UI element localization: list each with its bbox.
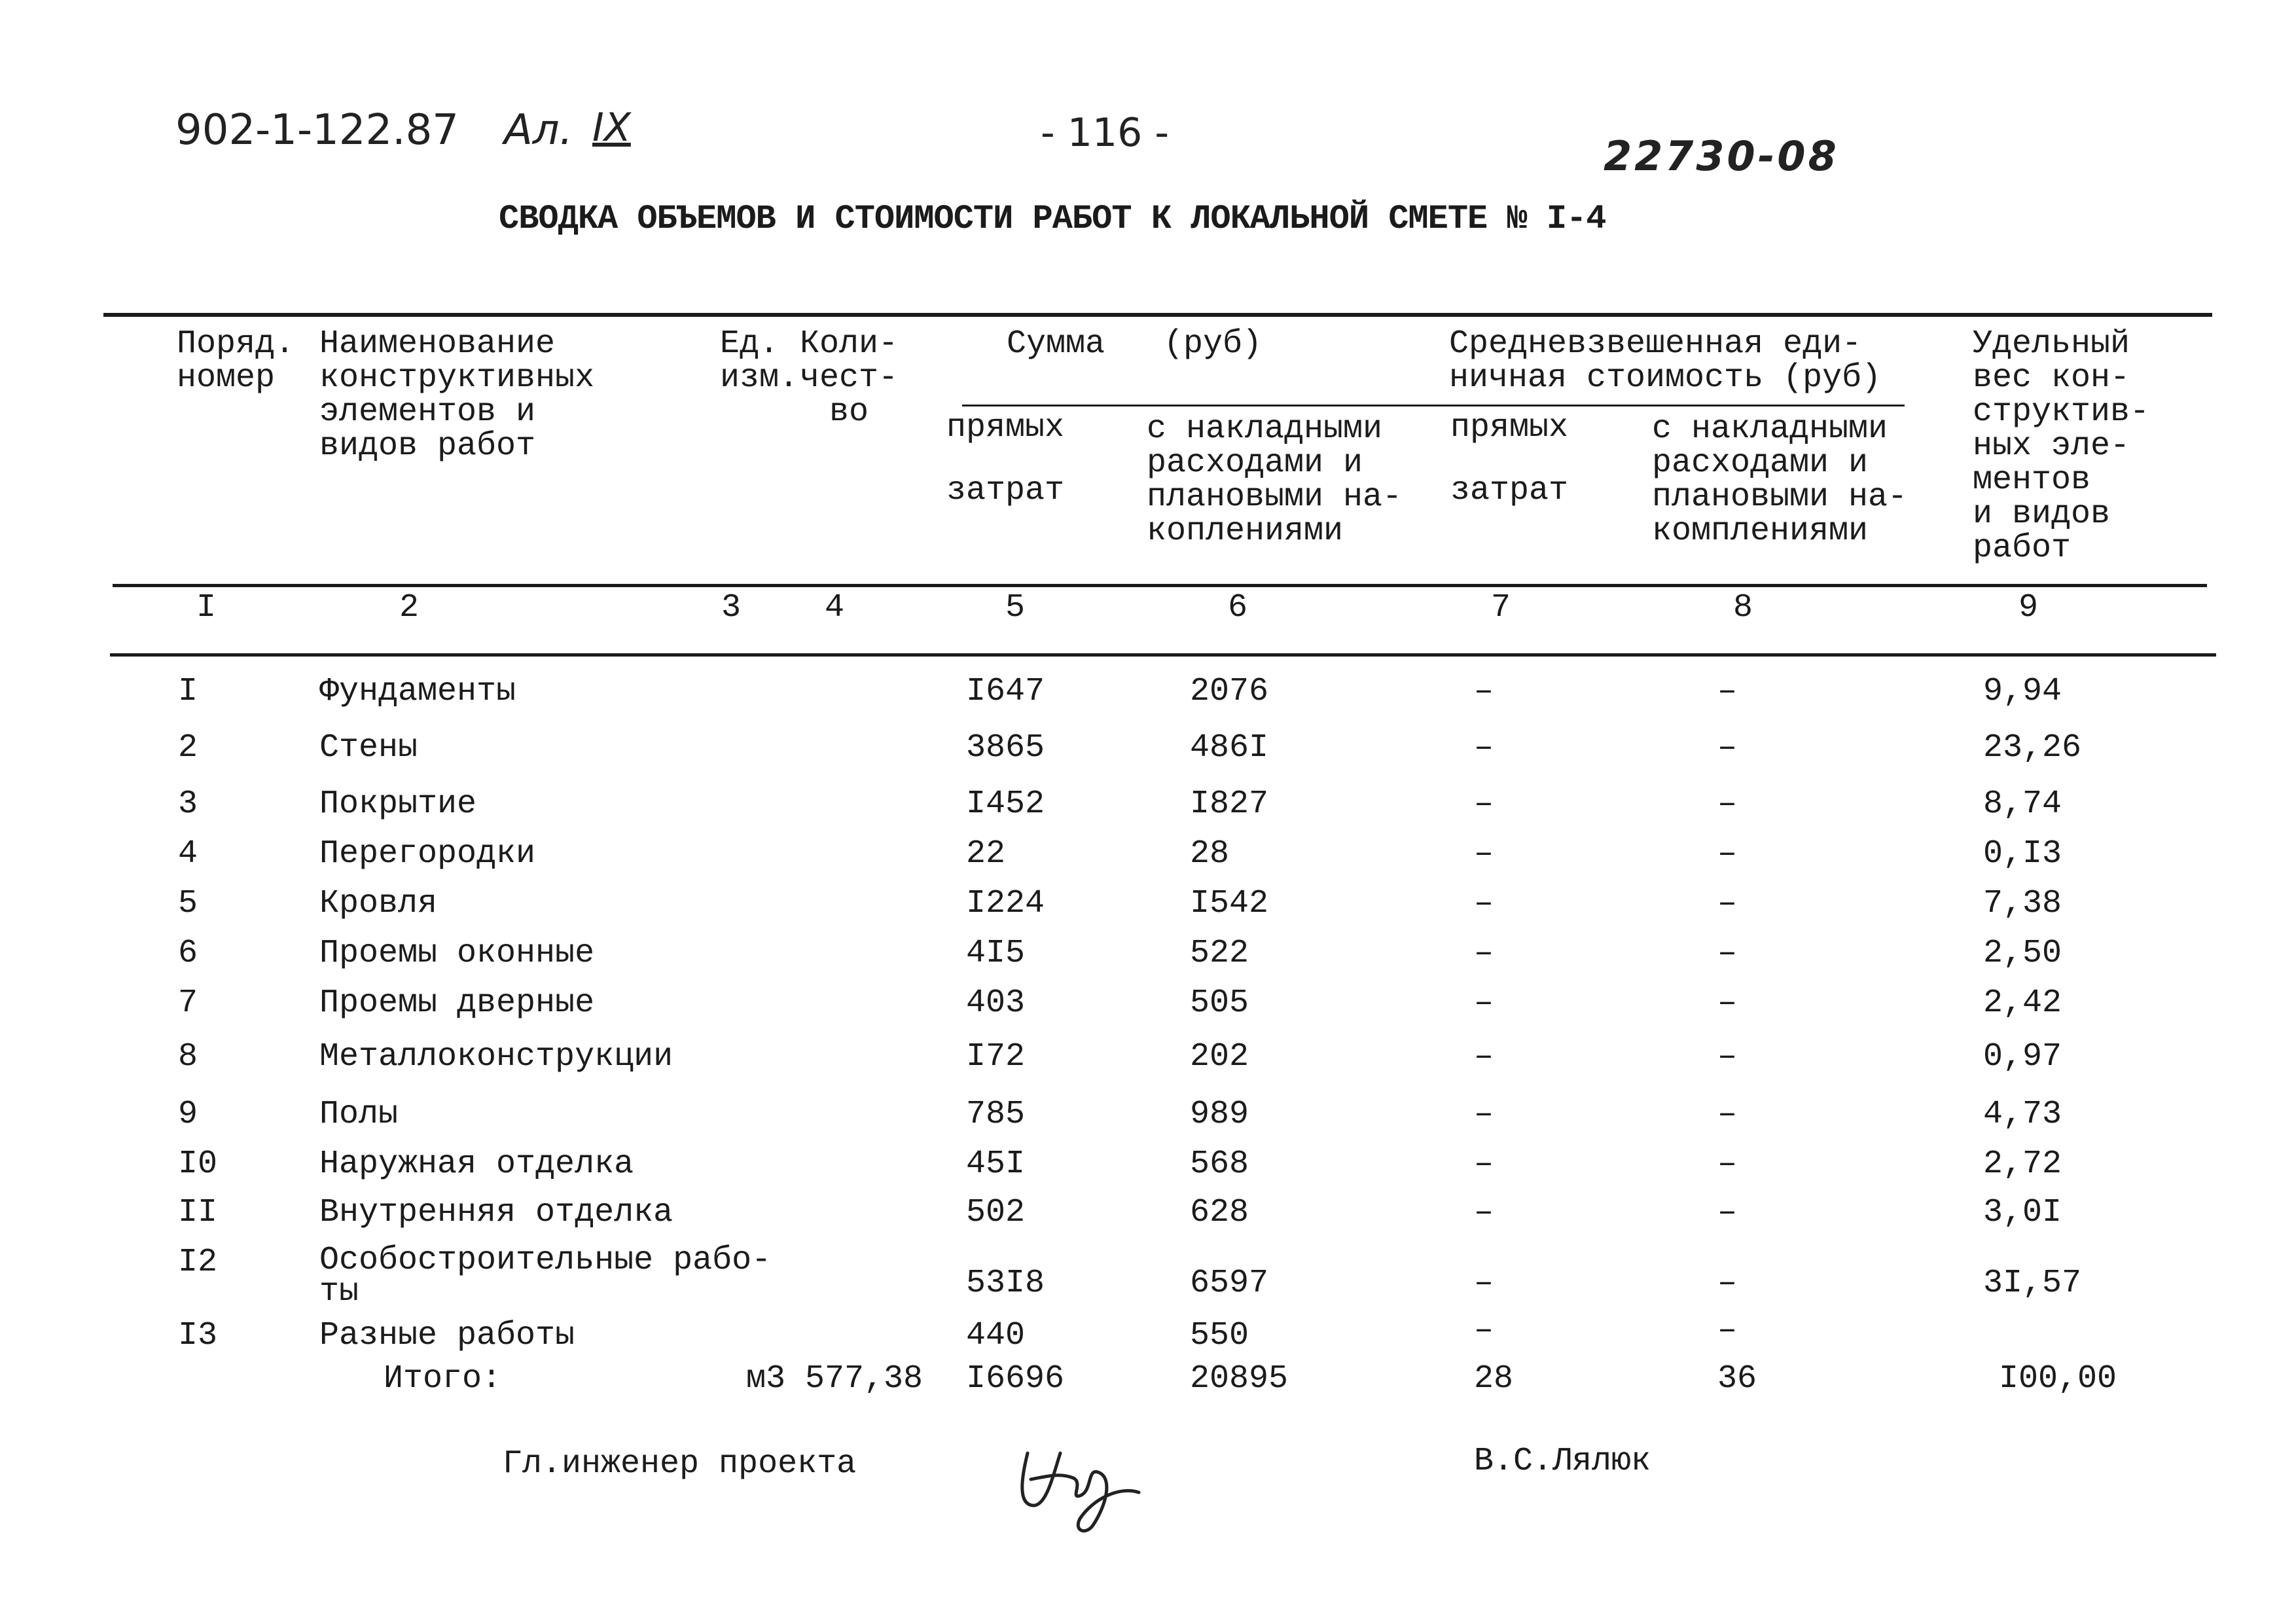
share-percent: 7,38 xyxy=(1983,885,2062,922)
sum-group-rule xyxy=(962,405,1905,406)
direct-cost: I72 xyxy=(966,1038,1026,1075)
header-avg-direct: прямых затрат xyxy=(1450,409,1569,509)
header-row-number: Поряд. номер xyxy=(177,325,295,397)
header-with-overhead: с накладными расходами и плановыми на- коплениями xyxy=(1147,410,1403,550)
avg-direct-cost: – xyxy=(1474,984,1494,1022)
total-avg-overhead: 36 xyxy=(1717,1360,1757,1398)
share-percent: 9,94 xyxy=(1983,673,2062,710)
table-top-rule xyxy=(103,313,2212,317)
overhead-cost: 486I xyxy=(1190,729,1269,767)
overhead-cost: I542 xyxy=(1190,885,1269,922)
direct-cost: 785 xyxy=(966,1096,1026,1133)
avg-overhead-cost: – xyxy=(1717,835,1738,873)
avg-direct-cost: – xyxy=(1474,1265,1494,1302)
element-name: Внутренняя отделка xyxy=(319,1194,673,1231)
column-number: 6 xyxy=(1228,589,1248,626)
row-number: I0 xyxy=(178,1146,218,1183)
header-quantity: Коли- чест- во xyxy=(800,325,899,431)
direct-cost: 3865 xyxy=(966,729,1045,767)
header-unit: Ед. изм. xyxy=(720,325,799,397)
direct-cost: 22 xyxy=(966,835,1006,873)
column-numbers-rule xyxy=(110,653,2216,657)
overhead-cost: 628 xyxy=(1190,1194,1249,1231)
share-percent: 0,I3 xyxy=(1983,835,2062,873)
element-name: Металлоконструкции xyxy=(319,1038,673,1075)
direct-cost: I647 xyxy=(966,673,1045,710)
avg-overhead-cost: – xyxy=(1717,1146,1738,1183)
element-name: Фундаменты xyxy=(319,673,516,710)
signature-mark xyxy=(1008,1427,1152,1545)
document-code: 902-1-122.87 xyxy=(175,106,459,154)
direct-cost: 53I8 xyxy=(966,1265,1045,1302)
avg-overhead-cost: – xyxy=(1717,1194,1738,1231)
overhead-cost: 568 xyxy=(1190,1146,1249,1183)
avg-overhead-cost: – xyxy=(1717,785,1738,823)
header-direct-costs: прямых затрат xyxy=(946,409,1065,509)
row-number: 2 xyxy=(178,729,198,767)
direct-cost: 4I5 xyxy=(966,935,1026,972)
overhead-cost: 522 xyxy=(1190,935,1249,972)
overhead-cost: 989 xyxy=(1190,1096,1249,1133)
column-number: 7 xyxy=(1491,589,1511,626)
row-number: 7 xyxy=(178,984,198,1022)
row-number: 9 xyxy=(178,1096,198,1133)
row-number: 6 xyxy=(178,935,198,972)
avg-direct-cost: – xyxy=(1474,729,1494,767)
overhead-cost: I827 xyxy=(1190,785,1269,823)
avg-direct-cost: – xyxy=(1474,1096,1494,1133)
total-share: I00,00 xyxy=(1999,1360,2117,1398)
share-percent: 3,0I xyxy=(1983,1194,2062,1231)
overhead-cost: 2076 xyxy=(1190,673,1269,710)
avg-overhead-cost: – xyxy=(1717,1312,1738,1349)
overhead-cost: 505 xyxy=(1190,984,1249,1022)
element-name: Кровля xyxy=(319,885,438,922)
column-number: 9 xyxy=(2018,589,2039,626)
element-name: Полы xyxy=(319,1096,399,1133)
total-direct-cost: I6696 xyxy=(966,1360,1065,1398)
signatory-position: Гл.инженер проекта xyxy=(503,1445,857,1483)
element-name: Стены xyxy=(319,729,418,767)
share-percent: 2,50 xyxy=(1983,935,2062,972)
overhead-cost: 28 xyxy=(1190,835,1230,873)
row-number: 8 xyxy=(178,1038,198,1075)
avg-direct-cost: – xyxy=(1474,785,1494,823)
avg-overhead-cost: – xyxy=(1717,729,1738,767)
element-name: Проемы оконные xyxy=(319,935,595,972)
direct-cost: I224 xyxy=(966,885,1045,922)
header-avg-overhead: с накладными расходами и плановыми на- комплениями xyxy=(1652,410,1908,550)
element-name: Проемы дверные xyxy=(319,984,595,1022)
row-number: 4 xyxy=(178,835,198,873)
row-number: I3 xyxy=(178,1317,218,1354)
direct-cost: 502 xyxy=(966,1194,1026,1231)
overhead-cost: 550 xyxy=(1190,1317,1249,1354)
element-name: Особостроительные рабо- ты xyxy=(319,1242,772,1310)
avg-overhead-cost: – xyxy=(1717,1038,1738,1075)
avg-overhead-cost: – xyxy=(1717,935,1738,972)
column-number: 3 xyxy=(721,589,742,626)
avg-overhead-cost: – xyxy=(1717,984,1738,1022)
overhead-cost: 6597 xyxy=(1190,1265,1269,1302)
row-number: 3 xyxy=(178,785,198,823)
total-label: Итого: xyxy=(384,1360,502,1398)
share-percent: 23,26 xyxy=(1983,729,2082,767)
avg-direct-cost: – xyxy=(1474,885,1494,922)
share-percent: 0,97 xyxy=(1983,1038,2062,1075)
avg-direct-cost: – xyxy=(1474,673,1494,710)
avg-direct-cost: – xyxy=(1474,1312,1494,1349)
element-name: Разные работы xyxy=(319,1317,575,1354)
column-number: 2 xyxy=(399,589,420,626)
total-unit-quantity: м3 577,38 xyxy=(746,1360,924,1398)
row-number: I xyxy=(178,673,198,710)
direct-cost: 45I xyxy=(966,1146,1026,1183)
share-percent: 8,74 xyxy=(1983,785,2062,823)
page-number: - 116 - xyxy=(1041,110,1169,156)
avg-direct-cost: – xyxy=(1474,835,1494,873)
element-name: Наружная отделка xyxy=(319,1146,634,1183)
share-percent: 3I,57 xyxy=(1983,1265,2082,1302)
header-sum-group: Сумма (руб) xyxy=(1007,325,1263,363)
avg-direct-cost: – xyxy=(1474,1146,1494,1183)
row-number: 5 xyxy=(178,885,198,922)
header-element-name: Наименование конструктивных элементов и видов работ xyxy=(319,325,595,465)
album-number: IX xyxy=(592,105,631,151)
element-name: Перегородки xyxy=(319,835,536,873)
avg-overhead-cost: – xyxy=(1717,673,1738,710)
row-number: II xyxy=(178,1194,218,1231)
avg-overhead-cost: – xyxy=(1717,1096,1738,1133)
direct-cost: 440 xyxy=(966,1317,1026,1354)
signatory-name: В.С.Лялюк xyxy=(1474,1443,1651,1480)
share-percent: 2,72 xyxy=(1983,1146,2062,1183)
element-name: Покрытие xyxy=(319,785,477,823)
album-label: Ал. xyxy=(504,106,573,154)
row-number: I2 xyxy=(178,1244,218,1281)
share-percent: 4,73 xyxy=(1983,1096,2062,1133)
overhead-cost: 202 xyxy=(1190,1038,1249,1075)
avg-direct-cost: – xyxy=(1474,1194,1494,1231)
inventory-number: 22730-08 xyxy=(1604,132,1839,180)
avg-direct-cost: – xyxy=(1474,935,1494,972)
header-bottom-rule xyxy=(113,584,2207,587)
header-avg-group: Средневзвешенная еди- ничная стоимость (руб) xyxy=(1449,325,1882,397)
avg-overhead-cost: – xyxy=(1717,885,1738,922)
total-avg-direct: 28 xyxy=(1474,1360,1514,1398)
column-number: I xyxy=(196,589,217,626)
direct-cost: 403 xyxy=(966,984,1026,1022)
direct-cost: I452 xyxy=(966,785,1045,823)
column-number: 5 xyxy=(1005,589,1026,626)
column-number: 8 xyxy=(1733,589,1753,626)
avg-direct-cost: – xyxy=(1474,1038,1494,1075)
total-overhead-cost: 20895 xyxy=(1190,1360,1289,1398)
column-number: 4 xyxy=(825,589,845,626)
share-percent: 2,42 xyxy=(1983,984,2062,1022)
header-share: Удельный вес кон- структив- ных эле- ментов и видов работ xyxy=(1973,325,2150,567)
page-title: СВОДКА ОБЪЕМОВ И СТОИМОСТИ РАБОТ К ЛОКАЛЬНОЙ СМЕТЕ № I-4 xyxy=(499,200,1606,238)
avg-overhead-cost: – xyxy=(1717,1265,1738,1302)
